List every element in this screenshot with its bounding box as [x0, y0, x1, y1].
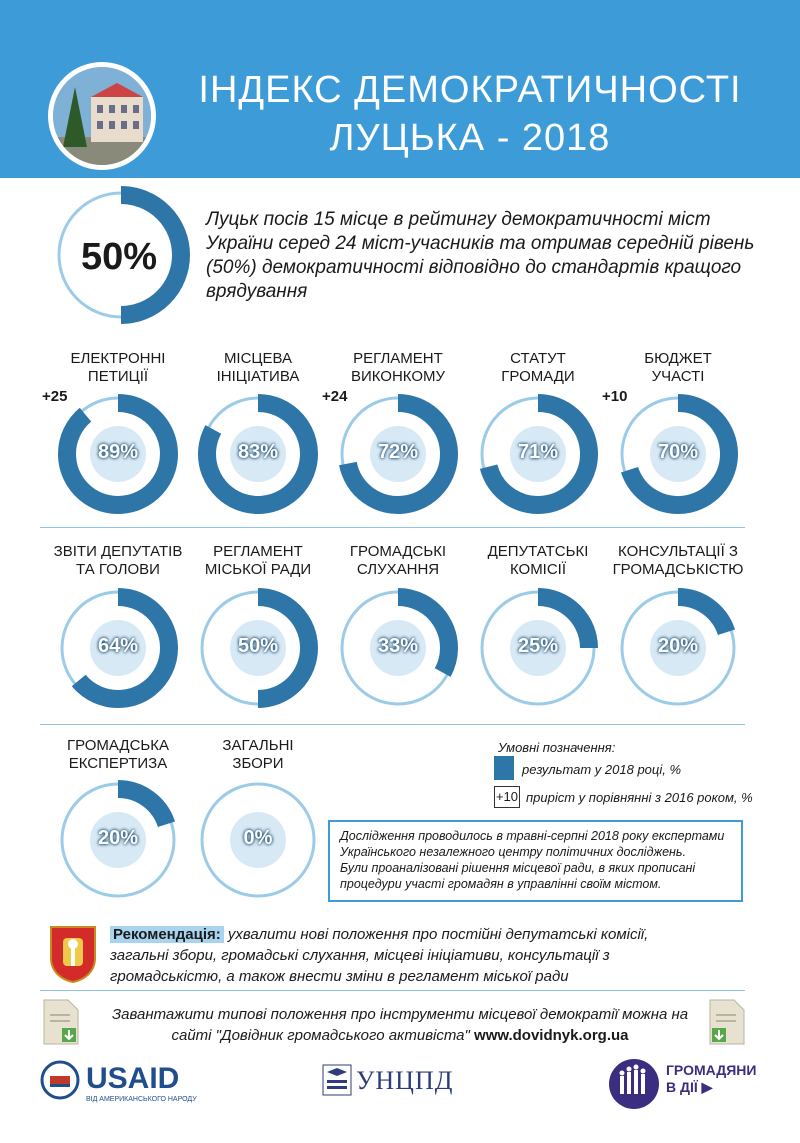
donut-value-label: 25%: [517, 635, 559, 657]
donut-value-label: 50%: [237, 635, 279, 657]
donut-title: [463, 350, 613, 386]
donut-title: [323, 350, 473, 386]
study-line: Дослідження проводилось в травні-серпні 2018 року експертами: [340, 829, 725, 843]
header-banner: [0, 0, 800, 178]
document-download-icon: [708, 998, 746, 1046]
legend-result-swatch: [494, 756, 514, 780]
donut-title-line: РЕГЛАМЕНТ: [213, 543, 303, 560]
donut-title-line: ІНІЦІАТИВА: [216, 368, 300, 385]
ucpd-logo: УНЦПД: [356, 1066, 454, 1095]
donut-value-label: 72%: [377, 441, 419, 463]
document-download-icon: [42, 998, 80, 1046]
title-line-2: ЛУЦЬКА - 2018: [329, 117, 611, 159]
donut-title-line: ЗВІТИ ДЕПУТАТІВ: [53, 543, 183, 560]
usaid-tagline: ВІД АМЕРИКАНСЬКОГО НАРОДУ: [86, 1096, 197, 1103]
legend-result-label: результат у 2018 році, %: [522, 762, 682, 777]
ucpd-emblem-icon: [322, 1064, 352, 1096]
donut-title: [603, 543, 753, 579]
donut-title-line: УЧАСТІ: [651, 368, 705, 385]
donut-value-label: 70%: [657, 441, 699, 463]
donut-title-line: МІСЬКОЇ РАДИ: [204, 561, 312, 578]
donut-title-line: СТАТУТ: [510, 350, 566, 367]
recommendation: [110, 924, 710, 987]
donut-title: [43, 543, 193, 579]
legend-delta-sample: +10: [494, 786, 520, 808]
summary-text: Луцьк посів 15 місце в рейтингу демократичності міст України серед 24 міст-учасників та отримав середній рівень (50%) демократичності відповідно до стандартів кращого врядування: [206, 209, 755, 302]
divider: [40, 990, 745, 991]
download-link[interactable]: www.dovidnyk.org.ua: [474, 1027, 629, 1044]
citizens-in-action-icon: [608, 1058, 660, 1110]
donut-title-line: ПЕТИЦІЇ: [87, 368, 149, 385]
donut-title-line: БЮДЖЕТ: [644, 350, 712, 367]
donut-title-line: МІСЦЕВА: [223, 350, 293, 367]
donut-value-label: 83%: [237, 441, 279, 463]
usaid-logo: USAID: [86, 1062, 180, 1095]
donut-title-line: ЗБОРИ: [232, 755, 284, 772]
donut-title-line: ЕЛЕКТРОННІ: [70, 350, 166, 367]
donut-title: [183, 543, 333, 579]
donut-title-line: ЗАГАЛЬНІ: [222, 737, 294, 754]
study-line: Українського незалежного центру політичних досліджень.: [340, 845, 686, 859]
lutsk-coat-of-arms-icon: [48, 924, 98, 984]
donut-title-line: ГРОМАДИ: [501, 368, 575, 385]
donut-title: [43, 350, 193, 386]
donut-title: [463, 543, 613, 579]
donut-title-line: ЕКСПЕРТИЗА: [68, 755, 168, 772]
donut-title-line: КОНСУЛЬТАЦІЇ З: [618, 543, 738, 560]
donut-title-line: ГРОМАДСЬКІСТЮ: [612, 561, 744, 578]
gd-line-2: В ДІЇ ▶: [666, 1079, 713, 1095]
donut-title: [183, 737, 333, 773]
donut-value-label: 33%: [377, 635, 419, 657]
donut-title: [323, 543, 473, 579]
donut-value-label: 89%: [97, 441, 139, 463]
page-title: [170, 66, 770, 162]
study-info-box: [328, 820, 743, 902]
donut-title-line: ДЕПУТАТСЬКІ: [487, 543, 589, 560]
donut-title-line: ВИКОНКОМУ: [350, 368, 446, 385]
study-line: Були проаналізовані рішення місцевої ради, в яких прописані: [340, 861, 696, 875]
legend-title: Умовні позначення:: [498, 740, 616, 755]
donut-delta-label: +25: [42, 388, 68, 405]
donut-title-line: РЕГЛАМЕНТ: [353, 350, 443, 367]
recommendation-text: ухвалити нові положення про постійні депутатські комісії, загальні збори, громадські слухання, місцеві ініціативи, консультації з громадськістю, а також внести зміни в регламент міської ради: [110, 926, 649, 985]
citizens-in-action-logo: [666, 1062, 786, 1096]
gd-line-1: ГРОМАДЯНИ: [666, 1062, 757, 1078]
title-line-1: ІНДЕКС ДЕМОКРАТИЧНОСТІ: [198, 69, 742, 111]
donut-value-label: 20%: [657, 635, 699, 657]
legend-delta-label: приріст у порівнянні з 2016 роком, %: [526, 790, 753, 805]
donut-title-line: КОМІСІЇ: [509, 561, 567, 578]
donut-title-line: ГРОМАДСЬКА: [66, 737, 170, 754]
donut-title-line: СЛУХАННЯ: [356, 561, 440, 578]
summary-percent: 50%: [80, 236, 158, 278]
donut-value-label: 20%: [97, 827, 139, 849]
donut-value-label: 71%: [517, 441, 559, 463]
divider: [40, 724, 745, 725]
donut-title: [43, 737, 193, 773]
download-note: [100, 1004, 700, 1046]
donut-value-label: 64%: [97, 635, 139, 657]
city-hall-photo: [48, 62, 156, 170]
usaid-seal-icon: [40, 1060, 80, 1100]
donut-title-line: ТА ГОЛОВИ: [76, 561, 160, 578]
donut-title: [603, 350, 753, 386]
donut-value-label: 0%: [243, 827, 273, 849]
study-line: процедури участі громадян в управлінні своїм містом.: [340, 877, 662, 891]
donut-title-line: ГРОМАДСЬКІ: [349, 543, 447, 560]
divider: [40, 527, 745, 528]
donut-delta-label: +10: [602, 388, 628, 405]
donut-delta-label: +24: [322, 388, 348, 405]
donut-title: [183, 350, 333, 386]
recommendation-label: Рекомендація:: [110, 926, 224, 943]
download-text: Завантажити типові положення про інструменти місцевої демократії можна на сайті "Довідник громадського активіста": [111, 1006, 689, 1044]
